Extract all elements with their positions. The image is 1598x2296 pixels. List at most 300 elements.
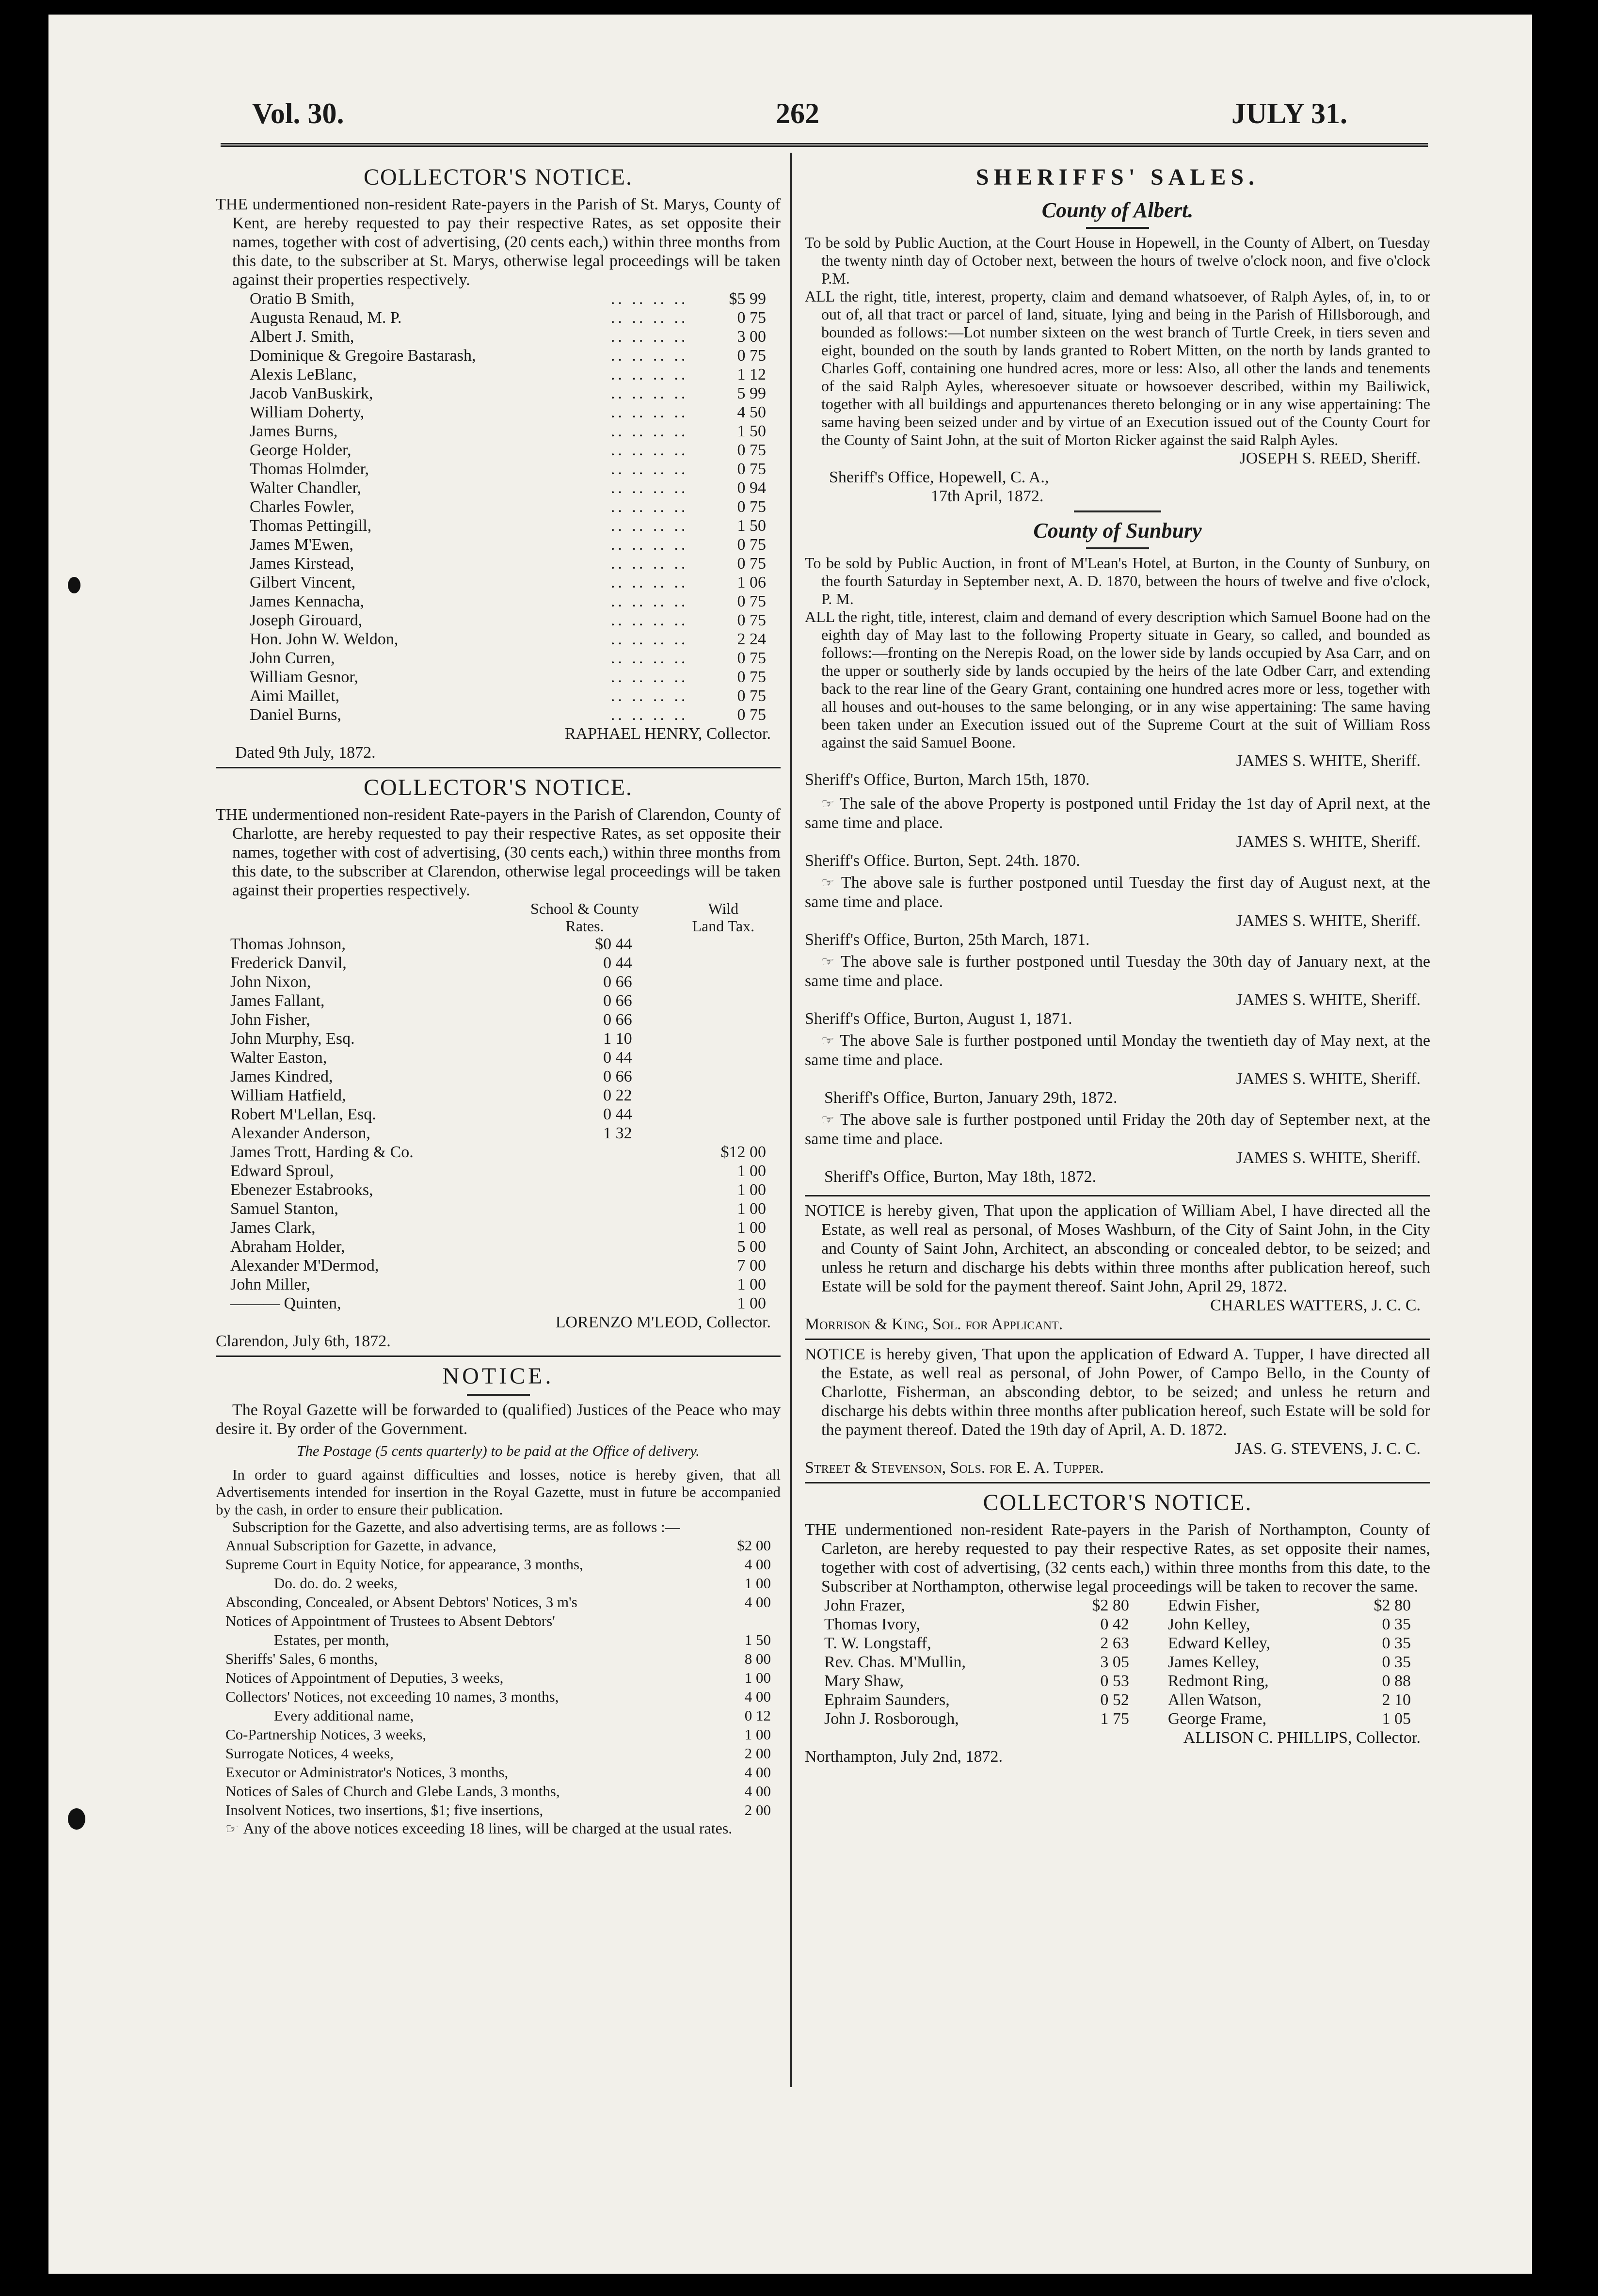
- ratepayer-name: John Murphy, Esq.: [230, 1030, 355, 1048]
- ratepayer-name: Gilbert Vincent,: [250, 574, 356, 591]
- rate-amount: 0 35: [1382, 1634, 1411, 1652]
- table-row: [216, 1105, 781, 1124]
- rate-amount: 0 52: [1100, 1691, 1129, 1709]
- ratepayer-name: George Frame,: [1167, 1710, 1267, 1728]
- school-rate: 1 10: [603, 1030, 632, 1048]
- abel-signature: CHARLES WATTERS, J. C. C.: [1210, 1296, 1421, 1314]
- fee-amount: $2 00: [737, 1537, 771, 1554]
- gazette-footer: Any of the above notices exceeding 18 lines, will be charged at the usual rates.: [243, 1819, 733, 1837]
- leader-dots: .. .. .. ..: [610, 309, 688, 327]
- sunbury-title: County of Sunbury: [1033, 519, 1202, 542]
- leader-dots: .. .. .. ..: [610, 498, 688, 516]
- ratepayer-name: Thomas Ivory,: [824, 1615, 920, 1633]
- rate-amount: 1 05: [1382, 1710, 1411, 1728]
- rate-amount: 2 24: [737, 630, 766, 648]
- table-row: [216, 1687, 781, 1706]
- table-row: [216, 1630, 781, 1649]
- table-row: [216, 1086, 781, 1105]
- fee-amount: 1 00: [744, 1669, 771, 1686]
- table-row: [216, 649, 781, 668]
- ratepayer-name: Hon. John W. Weldon,: [250, 630, 399, 648]
- leader-dots: .. .. .. ..: [610, 347, 688, 365]
- volume-number: Vol. 30.: [252, 97, 344, 129]
- leader-dots: .. .. .. ..: [610, 422, 688, 440]
- table-row: [216, 991, 781, 1010]
- wild-land-tax: 5 00: [737, 1238, 766, 1256]
- table-row: [216, 611, 781, 630]
- col-school-header: School & County: [530, 900, 639, 917]
- ratepayer-name: Joseph Girouard,: [250, 611, 363, 629]
- table-row: [216, 441, 781, 460]
- clarendon-dated: Clarendon, July 6th, 1872.: [216, 1332, 391, 1350]
- ratepayer-name: Redmont Ring,: [1167, 1672, 1269, 1690]
- wild-land-tax: [676, 954, 781, 973]
- gazette-p3: Subscription for the Gazette, and also advertising terms, are as follows :—: [232, 1518, 680, 1535]
- ratepayer-name: Abraham Holder,: [230, 1238, 345, 1256]
- ratepayer-name: T. W. Longstaff,: [824, 1634, 931, 1652]
- header-rule: [221, 143, 1428, 147]
- margin-blot: [68, 577, 80, 593]
- wild-land-tax: 1 00: [737, 1219, 766, 1237]
- ratepayer-name: Thomas Holmder,: [250, 460, 369, 478]
- table-row: [805, 1709, 1430, 1728]
- table-row: [805, 1596, 1430, 1615]
- ratepayer-name: Dominique & Gregoire Bastarash,: [250, 347, 476, 365]
- wild-land-tax: [676, 973, 781, 991]
- school-rate: $0 44: [595, 935, 632, 953]
- fee-label: Every additional name,: [274, 1707, 414, 1724]
- ratepayer-name: William Doherty,: [250, 403, 365, 421]
- rate-amount: 0 75: [737, 555, 766, 573]
- gazette-p1: The Royal Gazette will be forwarded to (qualified) Justices of the Peace who may desire it. By order of the Government.: [216, 1401, 781, 1438]
- gazette-postage: The Postage (5 cents quarterly) to be paid at the Office of delivery.: [297, 1442, 700, 1459]
- postponement-3-note: [805, 952, 1430, 990]
- rate-amount: 3 00: [737, 328, 766, 346]
- ratepayer-name: James Clark,: [230, 1219, 316, 1237]
- ratepayer-name: Mary Shaw,: [824, 1672, 904, 1690]
- title-underline: [1086, 547, 1149, 549]
- leader-dots: .. .. .. ..: [610, 403, 688, 421]
- table-row: [216, 1029, 781, 1048]
- school-rate: [503, 1237, 675, 1256]
- postponement-4: The above Sale is further postponed until Monday the twentieth day of May next, at the same time and place.: [805, 1032, 1431, 1069]
- clarendon-roll: [216, 900, 781, 1313]
- ratepayer-name: Oratio B Smith,: [250, 290, 355, 308]
- postponement-4-note: [805, 1031, 1430, 1069]
- stmarys-signature: RAPHAEL HENRY, Collector.: [564, 725, 771, 743]
- gazette-fee-table: [216, 1536, 781, 1819]
- wild-land-tax: 1 00: [737, 1276, 766, 1293]
- rate-amount: 1 50: [737, 517, 766, 535]
- school-rate: 0 66: [603, 1011, 632, 1029]
- northampton-intro: THE undermentioned non-resident Rate-payers in the Parish of Northampton, County of Carleton, are hereby requested to pay their respective Rates, as set opposite their names, together with cost of advertising, (32 cents each,) within three months from this date, to the Subscriber at Northampton, otherwise legal proceedings will be taken to recover the same.: [805, 1521, 1430, 1595]
- leader-dots: .. .. .. ..: [610, 592, 688, 610]
- school-rate: 0 66: [603, 1068, 632, 1085]
- table-row: [216, 346, 781, 365]
- sheriff-signature-2: JAMES S. WHITE, Sheriff.: [1236, 833, 1421, 851]
- postponement-2-note: [805, 873, 1430, 911]
- school-rate: [503, 1218, 675, 1237]
- albert-office: Sheriff's Office, Hopewell, C. A.,: [829, 468, 1049, 486]
- issue-date: JULY 31.: [1231, 97, 1347, 129]
- page-number: 262: [776, 97, 819, 129]
- table-row: [216, 1574, 781, 1593]
- wild-land-tax: 7 00: [737, 1257, 766, 1275]
- postponement-3: The above sale is further postponed until Tuesday the 30th day of January next, at the same time and place.: [805, 953, 1430, 990]
- gazette-footer-note: [216, 1819, 781, 1838]
- sheriff-signature-4: JAMES S. WHITE, Sheriff.: [1236, 991, 1421, 1009]
- rate-amount: 0 88: [1382, 1672, 1411, 1690]
- northampton-title: COLLECTOR'S NOTICE.: [983, 1490, 1252, 1515]
- postponement-1: The sale of the above Property is postponed until Friday the 1st day of April next, at the same time and place.: [805, 795, 1430, 832]
- rate-amount: 1 50: [737, 422, 766, 440]
- ratepayer-name: Alexander M'Dermod,: [230, 1257, 379, 1275]
- ratepayer-name: Walter Easton,: [230, 1049, 327, 1067]
- fee-label: Surrogate Notices, 4 weeks,: [225, 1745, 394, 1762]
- sheriff-signature-6: JAMES S. WHITE, Sheriff.: [1236, 1149, 1421, 1167]
- table-row: [216, 460, 781, 478]
- ratepayer-name: Edward Kelley,: [1167, 1634, 1271, 1652]
- table-row: [216, 1124, 781, 1143]
- school-rate: [503, 1162, 675, 1180]
- ratepayer-name: ——— Quinten,: [230, 1294, 341, 1312]
- ratepayer-name: Robert M'Lellan, Esq.: [230, 1105, 376, 1123]
- leader-dots: .. .. .. ..: [610, 517, 688, 535]
- sunbury-office-3: Sheriff's Office, Burton, 25th March, 1871.: [805, 931, 1090, 949]
- right-column: [805, 160, 1430, 1766]
- fee-amount: 1 00: [744, 1726, 771, 1743]
- ratepayer-name: Alexis LeBlanc,: [250, 366, 357, 383]
- table-row: [216, 1536, 781, 1555]
- table-row: [216, 668, 781, 686]
- ratepayer-name: James Kelley,: [1167, 1653, 1260, 1671]
- wild-land-tax: [676, 1067, 781, 1086]
- stmarys-intro: THE undermentioned non-resident Rate-payers in the Parish of St. Marys, County of Kent, are hereby requested to pay their respective Rates, as set opposite their names, together with cost of advertising, (20 cents each,) within three months from this date, to the subscriber at St. Marys, otherwise legal proceedings will be taken against their properties respectively.: [216, 195, 781, 289]
- table-row: [216, 403, 781, 422]
- page-header: [48, 97, 1532, 150]
- ratepayer-name: Ephraim Saunders,: [824, 1691, 950, 1709]
- table-row: [216, 1593, 781, 1611]
- postponement-2: The above sale is further postponed until Tuesday the first day of August next, at the same time and place.: [805, 874, 1430, 911]
- fee-label: Executor or Administrator's Notices, 3 months,: [225, 1764, 509, 1781]
- table-row: [216, 1801, 781, 1819]
- fee-amount: 2 00: [744, 1745, 771, 1762]
- table-row: [216, 1782, 781, 1801]
- table-row: [216, 686, 781, 705]
- school-rate: 0 22: [603, 1086, 632, 1104]
- rate-amount: 0 75: [737, 592, 766, 610]
- tupper-notice: NOTICE is hereby given, That upon the application of Edward A. Tupper, I have directed all the Estate, as well real as personal, of John Power, of Campo Bello, in the County of Charlotte, Fisherman, an absconding debtor, to be seized; and unless he return and discharge his debts within three months after publication hereof, such Estate will be sold for the payment thereof. Dated the 19th day of April, A. D. 1872.: [805, 1345, 1430, 1439]
- table-row: [216, 384, 781, 403]
- albert-date: 17th April, 1872.: [931, 487, 1044, 505]
- table-row: [216, 935, 781, 954]
- fee-label: Notices of Appointment of Trustees to Absent Debtors': [225, 1612, 555, 1629]
- col-school-header-2: Rates.: [565, 917, 604, 935]
- fee-amount: 1 50: [744, 1631, 771, 1648]
- tupper-solicitor: Street & Stevenson, Sols. for E. A. Tupper.: [805, 1459, 1104, 1477]
- rate-amount: 1 12: [737, 366, 766, 383]
- title-underline: [467, 1394, 530, 1396]
- table-row: [216, 1763, 781, 1782]
- ratepayer-name: James Kirstead,: [250, 555, 354, 573]
- rate-amount: 0 94: [737, 479, 766, 497]
- ratepayer-name: John Curren,: [250, 649, 335, 667]
- rate-amount: 2 63: [1100, 1634, 1129, 1652]
- leader-dots: .. .. .. ..: [610, 555, 688, 573]
- ratepayer-name: Samuel Stanton,: [230, 1200, 338, 1218]
- fee-label: Collectors' Notices, not exceeding 10 names, 3 months,: [225, 1688, 559, 1705]
- fee-label: Annual Subscription for Gazette, in advance,: [225, 1537, 496, 1554]
- col-wild-header-2: Land Tax.: [692, 917, 755, 935]
- table-row: [805, 1672, 1430, 1690]
- wild-land-tax: [676, 1010, 781, 1029]
- table-row: [216, 1555, 781, 1574]
- table-row: [216, 630, 781, 649]
- table-row: [216, 1725, 781, 1744]
- northampton-roll: [805, 1596, 1430, 1728]
- pointing-hand-icon: ☞: [821, 954, 841, 971]
- leader-dots: .. .. .. ..: [610, 290, 688, 308]
- sheriff-signature-1: JAMES S. WHITE, Sheriff.: [1236, 752, 1421, 770]
- section-rule: [1074, 510, 1161, 512]
- fee-label: Estates, per month,: [274, 1631, 389, 1648]
- rate-amount: 0 75: [737, 460, 766, 478]
- wild-land-tax: [676, 935, 781, 954]
- fee-label: Co-Partnership Notices, 3 weeks,: [225, 1726, 427, 1743]
- table-row: [805, 1690, 1430, 1709]
- leader-dots: .. .. .. ..: [610, 384, 688, 402]
- sunbury-office-6: Sheriff's Office, Burton, May 18th, 1872.: [824, 1168, 1097, 1186]
- rate-amount: 0 75: [737, 441, 766, 459]
- leader-dots: .. .. .. ..: [610, 366, 688, 383]
- margin-blot: [68, 1808, 85, 1830]
- rate-amount: 0 42: [1100, 1615, 1129, 1633]
- section-divider: [216, 1355, 781, 1357]
- fee-label: Notices of Sales of Church and Glebe Lands, 3 months,: [225, 1783, 560, 1800]
- sunbury-office-5: Sheriff's Office, Burton, January 29th, 1872.: [824, 1089, 1118, 1107]
- stmarys-dated: Dated 9th July, 1872.: [235, 744, 376, 762]
- rate-amount: 2 10: [1382, 1691, 1411, 1709]
- ratepayer-name: John Kelley,: [1167, 1615, 1250, 1633]
- ratepayer-name: Augusta Renaud, M. P.: [250, 309, 402, 327]
- table-row: [216, 573, 781, 592]
- table-row: [216, 497, 781, 516]
- ratepayer-name: Aimi Maillet,: [250, 687, 340, 705]
- table-row: [216, 1237, 781, 1256]
- ratepayer-name: Ebenezer Estabrooks,: [230, 1181, 373, 1199]
- rate-amount: 0 75: [737, 706, 766, 724]
- table-row: [216, 954, 781, 973]
- school-rate: 1 32: [603, 1124, 632, 1142]
- rate-amount: 0 35: [1382, 1615, 1411, 1633]
- table-row: [805, 1615, 1430, 1634]
- fee-amount: 4 00: [744, 1688, 771, 1705]
- postponement-5-note: [805, 1110, 1430, 1148]
- ratepayer-name: William Gesnor,: [250, 668, 358, 686]
- table-row: [216, 308, 781, 327]
- ratepayer-name: George Holder,: [250, 441, 352, 459]
- ratepayer-name: William Hatfield,: [230, 1086, 346, 1104]
- rate-amount: 0 75: [737, 536, 766, 554]
- pointing-hand-icon: ☞: [821, 796, 840, 813]
- ratepayer-name: Jacob VanBuskirk,: [250, 384, 373, 402]
- rate-amount: 0 75: [737, 687, 766, 705]
- table-row: [805, 1653, 1430, 1672]
- title-underline: [1086, 227, 1149, 229]
- table-row: [216, 705, 781, 724]
- rate-amount: $2 80: [1092, 1596, 1129, 1614]
- clarendon-intro: THE undermentioned non-resident Rate-payers in the Parish of Clarendon, County of Charlotte, are hereby requested to pay their respective Rates, as set opposite their names, together with cost of advertising, (30 cents each,) within three months from this date, to the subscriber at Clarendon, otherwise legal proceedings will be taken against their properties respectively.: [216, 806, 781, 899]
- albert-signature: JOSEPH S. REED, Sheriff.: [1239, 449, 1421, 467]
- section-divider: [805, 1482, 1430, 1483]
- sunbury-p1: To be sold by Public Auction, in front of M'Lean's Hotel, at Burton, in the County of Sunbury, on the fourth Saturday in September next, A. D. 1870, between the hours of twelve and five o'clock, P. M.: [805, 554, 1430, 607]
- sunbury-p2: ALL the right, title, interest, claim and demand of every description which Samuel Boone had on the eighth day of May last to the following Property situate in Geary, so called, and bounded as follows:—fronting on the Nerepis Road, on the lower side by lands occupied by Asa Carr, and on the upper or southerly side by lands occupied by the heirs of the late Odber Carr, and extending back to the rear line of the Geary Grant, containing one hundred acres more or less, together with all houses and out-houses to the same belonging, or in any wise appertaining: The same having been taken under an Execution issued out of the Supreme Court at the suit of William Ross against the said Samuel Boone.: [805, 608, 1431, 751]
- ratepayer-name: James Kennacha,: [250, 592, 365, 610]
- albert-p2: ALL the right, title, interest, property, claim and demand whatsoever, of Ralph Ayles, of, in, to or out of, all that tract or parcel of land, situate, lying and being in the Parish of Hillsborough, and bounded as follows:—Lot number sixteen on the west branch of Turtle Creek, in tiers seven and eight, bounded on the south by lands granted to Robert Mitten, on the north by lands granted to Charles Goff, containing one hundred acres, more or less: Also, all other the lands and tenements of the said Ralph Ayles, wheresoever situate or howsoever described, within my Bailiwick, together with all buildings and appurtenances thereto belonging or in any wise appertaining: The same having been seized under and by virtue of an Execution issued out of the County Court for the County of Saint John, at the suit of Morton Ricker against the said Ralph Ayles.: [805, 287, 1430, 448]
- table-row: [216, 535, 781, 554]
- school-rate: 0 44: [603, 954, 632, 972]
- leader-dots: .. .. .. ..: [610, 611, 688, 629]
- rate-amount: 5 99: [737, 384, 766, 402]
- rate-amount: 0 75: [737, 309, 766, 327]
- wild-land-tax: [676, 1029, 781, 1048]
- table-row: [216, 1143, 781, 1162]
- table-row: [216, 1294, 781, 1313]
- leader-dots: .. .. .. ..: [610, 441, 688, 459]
- fee-amount: 2 00: [744, 1802, 771, 1818]
- table-row: [216, 422, 781, 441]
- section-divider: [805, 1195, 1430, 1196]
- albert-p1: To be sold by Public Auction, at the Court House in Hopewell, in the County of Albert, on Tuesday the twenty ninth day of October next, between the hours of twelve o'clock noon, and five o'clock P.M.: [805, 234, 1430, 287]
- table-row: [216, 1649, 781, 1668]
- table-row: [216, 1668, 781, 1687]
- wild-land-tax: 1 00: [737, 1162, 766, 1180]
- ratepayer-name: John Miller,: [230, 1276, 310, 1293]
- sheriff-signature-5: JAMES S. WHITE, Sheriff.: [1236, 1070, 1421, 1088]
- ratepayer-name: Daniel Burns,: [250, 706, 341, 724]
- fee-amount: 8 00: [744, 1650, 771, 1667]
- ratepayer-name: John Frazer,: [824, 1596, 905, 1614]
- rate-amount: 0 35: [1382, 1653, 1411, 1671]
- clarendon-title: COLLECTOR'S NOTICE.: [363, 775, 633, 800]
- ratepayer-name: Frederick Danvil,: [230, 954, 347, 972]
- ratepayer-name: John J. Rosborough,: [824, 1710, 959, 1728]
- wild-land-tax: [676, 991, 781, 1010]
- fee-amount: 4 00: [744, 1764, 771, 1781]
- fee-amount: 4 00: [744, 1556, 771, 1573]
- fee-label: Do. do. do. 2 weeks,: [274, 1575, 398, 1592]
- school-rate: 0 66: [603, 973, 632, 991]
- stmarys-title: COLLECTOR'S NOTICE.: [363, 164, 633, 190]
- leader-dots: .. .. .. ..: [610, 536, 688, 554]
- ratepayer-name: Walter Chandler,: [250, 479, 362, 497]
- ratepayer-name: John Fisher,: [230, 1011, 310, 1029]
- table-row: [216, 1199, 781, 1218]
- rate-amount: 1 75: [1100, 1710, 1129, 1728]
- rate-amount: 0 75: [737, 347, 766, 365]
- fee-amount: 4 00: [744, 1594, 771, 1610]
- fee-amount: [708, 1611, 781, 1630]
- leader-dots: .. .. .. ..: [610, 328, 688, 346]
- table-row: [216, 1611, 781, 1630]
- rate-amount: 0 75: [737, 668, 766, 686]
- gazette-p2: In order to guard against difficulties and losses, notice is hereby given, that all Advertisements intended for insertion in the Royal Gazette, must in future be accompanied by the cash, in order to ensure their publication.: [216, 1466, 781, 1518]
- table-row: [216, 289, 781, 308]
- fee-label: Supreme Court in Equity Notice, for appearance, 3 months,: [225, 1556, 583, 1573]
- rate-amount: 4 50: [737, 403, 766, 421]
- rate-amount: $2 80: [1374, 1596, 1411, 1614]
- table-row: [805, 1634, 1430, 1653]
- table-row: [216, 1048, 781, 1067]
- leader-dots: .. .. .. ..: [610, 630, 688, 648]
- clarendon-signature: LORENZO M'LEOD, Collector.: [555, 1313, 771, 1331]
- fee-label: Insolvent Notices, two insertions, $1; five insertions,: [225, 1802, 543, 1818]
- ratepayer-name: James Kindred,: [230, 1068, 333, 1085]
- table-row: [216, 973, 781, 991]
- fee-amount: 4 00: [744, 1783, 771, 1800]
- wild-land-tax: $12 00: [720, 1143, 766, 1161]
- pointing-hand-icon: ☞: [821, 1112, 841, 1129]
- col-wild-header: Wild: [708, 900, 739, 917]
- ratepayer-name: James Burns,: [250, 422, 338, 440]
- postponement-1-note: [805, 794, 1430, 832]
- gazette-title: NOTICE.: [442, 1363, 554, 1389]
- table-row: [216, 1744, 781, 1763]
- rate-amount: 3 05: [1100, 1653, 1129, 1671]
- wild-land-tax: [676, 1105, 781, 1124]
- northampton-dated: Northampton, July 2nd, 1872.: [805, 1748, 1003, 1766]
- sunbury-office-1: Sheriff's Office, Burton, March 15th, 1870.: [805, 771, 1090, 789]
- ratepayer-name: Thomas Pettingill,: [250, 517, 372, 535]
- section-divider: [216, 767, 781, 768]
- school-rate: [503, 1256, 675, 1275]
- wild-land-tax: 1 00: [737, 1200, 766, 1218]
- leader-dots: .. .. .. ..: [610, 668, 688, 686]
- table-row: [216, 1275, 781, 1294]
- rate-amount: $5 99: [729, 290, 766, 308]
- ratepayer-name: Thomas Johnson,: [230, 935, 346, 953]
- table-row: [216, 327, 781, 346]
- wild-land-tax: [676, 1086, 781, 1105]
- table-row: [216, 554, 781, 573]
- newspaper-page: [48, 15, 1532, 2274]
- wild-land-tax: 1 00: [737, 1181, 766, 1199]
- leader-dots: .. .. .. ..: [610, 479, 688, 497]
- table-row: [216, 516, 781, 535]
- table-row: [216, 1180, 781, 1199]
- sheriff-signature-3: JAMES S. WHITE, Sheriff.: [1236, 912, 1421, 930]
- ratepayer-name: James Trott, Harding & Co.: [230, 1143, 414, 1161]
- wild-land-tax: [676, 1124, 781, 1143]
- table-row: [216, 1256, 781, 1275]
- left-column: [216, 160, 781, 1838]
- rate-amount: 0 75: [737, 498, 766, 516]
- school-rate: 0 66: [603, 992, 632, 1010]
- leader-dots: .. .. .. ..: [610, 649, 688, 667]
- pointing-hand-icon: ☞: [821, 1033, 840, 1050]
- postponement-5: The above sale is further postponed until Friday the 20th day of September next, at the same time and place.: [805, 1111, 1430, 1148]
- table-row: [216, 365, 781, 384]
- ratepayer-name: Albert J. Smith,: [250, 328, 354, 346]
- rate-amount: 0 75: [737, 611, 766, 629]
- abel-notice: NOTICE is hereby given, That upon the application of William Abel, I have directed all the Estate, as well real as personal, of Moses Washburn, of the City of Saint John, in the City and County of Saint John, Architect, an absconding or concealed debtor, to be seized; and unless he return and discharge his debts within three months after publication hereof, such Estate will be sold for the payment thereof. Saint John, April 29, 1872.: [805, 1202, 1430, 1295]
- leader-dots: .. .. .. ..: [610, 460, 688, 478]
- tupper-signature: JAS. G. STEVENS, J. C. C.: [1235, 1440, 1421, 1458]
- rate-amount: 0 53: [1100, 1672, 1129, 1690]
- table-row: [216, 1162, 781, 1180]
- school-rate: [503, 1143, 675, 1162]
- table-row: [216, 1067, 781, 1086]
